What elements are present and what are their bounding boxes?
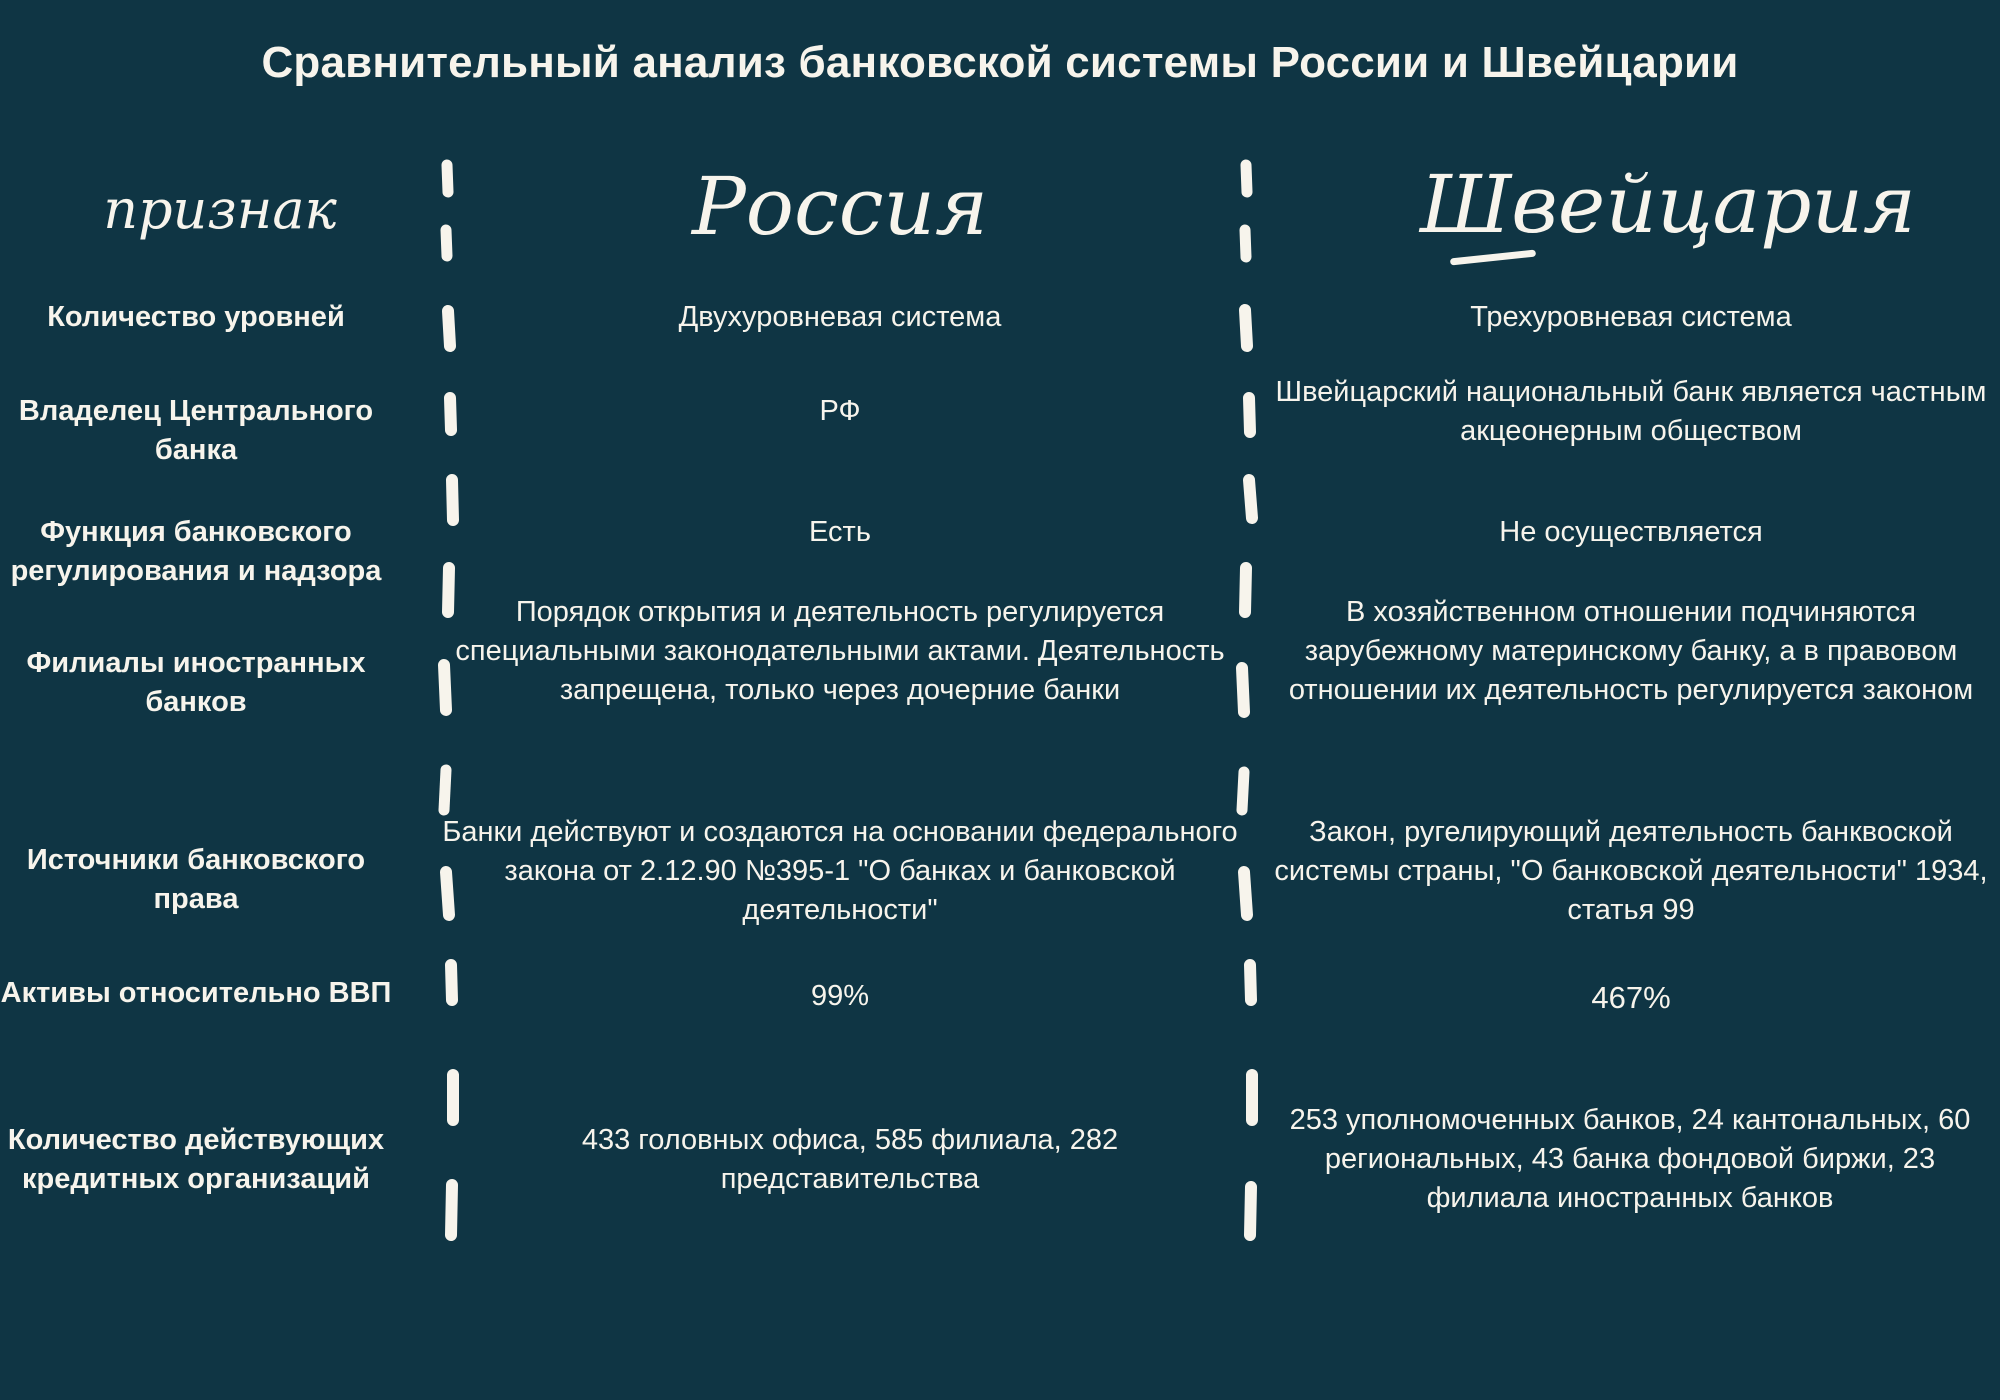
divider-dash	[447, 165, 448, 192]
row-6-feature: Активы относительно ВВП	[0, 977, 392, 1009]
row-5-russia: Банки действуют и создаются на основании федерального закона от 2.12.90 №395-1 "О банках и банковской деятельности"	[442, 816, 1238, 926]
row-5-switzerland: Закон, ругелирующий деятельность банквоской системы страны, "О банковской деятельности" 1934, статья 99	[1274, 816, 1988, 926]
row-2-switzerland: Швейцарский национальный банк является частным акцеонерным обществом	[1275, 376, 1987, 447]
divider-dash	[1244, 872, 1247, 915]
divider-dash	[1242, 772, 1244, 810]
divider-dash	[1250, 1187, 1251, 1235]
row-1-russia: Двухуровневая система	[678, 301, 1002, 333]
row-6-russia: 99%	[810, 980, 870, 1012]
row-7-switzerland: 253 уполномоченных банков, 24 кантональных, 60 региональных, 43 банка фондовой биржи, 23 филиала иностранных банков	[1289, 1104, 1971, 1214]
divider-dash	[1245, 230, 1246, 257]
row-2-russia: РФ	[819, 395, 861, 427]
divider-dash	[444, 770, 446, 810]
row-1-switzerland: Трехуровневая система	[1470, 301, 1792, 333]
divider-dash	[1245, 310, 1247, 346]
row-4-feature: Филиалы иностранных банков	[26, 647, 366, 718]
divider-dash	[451, 1185, 452, 1235]
row-3-switzerland: Не осуществляется	[1499, 516, 1763, 548]
row-3-russia: Есть	[809, 516, 871, 548]
row-4-switzerland: В хозяйственном отношении подчиняются зарубежному материнскому банку, а в правовом отношении их деятельность регулируется законом	[1288, 596, 1974, 706]
divider-dash	[1249, 398, 1250, 432]
row-2-feature: Владелец Центрального банка	[18, 395, 374, 466]
column-header-feature: признак	[103, 178, 337, 241]
page-title: Сравнительный анализ банковской системы России и Швейцарии	[261, 38, 1739, 87]
divider-dash	[1250, 965, 1251, 1000]
row-7-feature: Количество действующих кредитных организаций	[7, 1124, 385, 1195]
column-header-switzerland-label: Швейцария	[1420, 158, 1916, 251]
divider-dash	[1249, 480, 1252, 518]
row-3-feature: Функция банковского регулирования и надзора	[10, 516, 382, 587]
row-6-switzerland: 467%	[1591, 980, 1671, 1015]
divider-dash	[1242, 668, 1244, 712]
row-4-russia: Порядок открытия и деятельность регулируется специальными законодательными актами. Деятельность запрещена, только через дочерние банки	[455, 596, 1225, 706]
row-1-feature: Количество уровней	[47, 301, 345, 333]
row-5-feature: Источники банковского права	[26, 844, 366, 915]
divider-dash	[1246, 165, 1247, 192]
divider-dash	[1245, 568, 1246, 612]
divider-dash	[446, 230, 447, 256]
row-7-russia: 433 головных офиса, 585 филиала, 282 представительства	[581, 1124, 1119, 1195]
column-header-russia: Россия	[691, 160, 989, 253]
